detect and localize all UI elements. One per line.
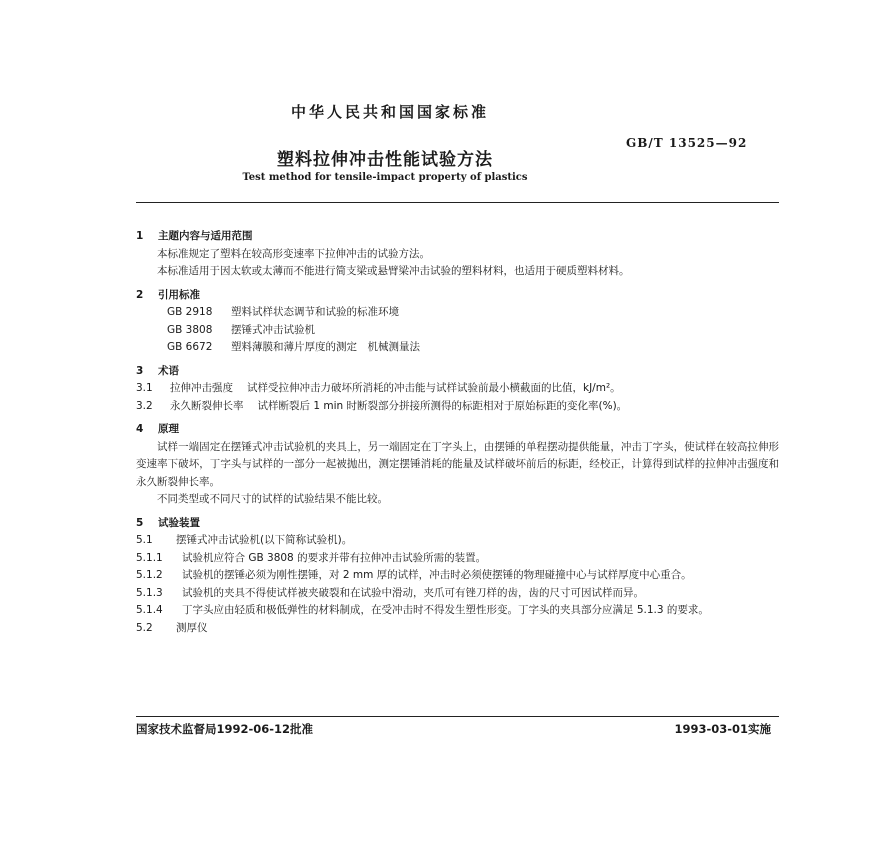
clause-item — [136, 567, 779, 585]
paragraph: 试样一端固定在摆锤式冲击试验机的夹具上，另一端固定在丁字头上，由摆锤的单程摆动提供能量，冲击丁字头，使试样在较高拉伸形变速率下破坏，丁字头与试样的一部分一起被抛出，测定摆锤消耗的能量及试样破坏前后的标距，经校正，计算得到试样的拉伸冲击强度和永久断裂伸长率。 — [136, 440, 779, 488]
footer-divider — [136, 716, 779, 717]
reference-name: 塑料薄膜和薄片厚度的测定 机械测量法 — [231, 341, 420, 353]
section-heading-1 — [136, 228, 779, 246]
reference-item — [136, 339, 779, 357]
section-title: 试验装置 — [158, 516, 200, 529]
paragraph: 不同类型或不同尺寸的试样的试验结果不能比较。 — [157, 493, 388, 505]
paragraph: 本标准规定了塑料在较高形变速率下拉伸冲击的试验方法。 — [157, 247, 430, 260]
reference-name: 塑料试样状态调节和试验的标准环境 — [231, 306, 399, 318]
clause-item — [136, 585, 779, 603]
document-body — [136, 228, 779, 637]
standard-number: GB/T 13525—92 — [626, 136, 748, 150]
header-divider — [136, 202, 779, 203]
clause-number: 5.2 — [136, 621, 153, 634]
term-name: 拉伸冲击强度 — [170, 382, 233, 394]
clause-number: 5.1.3 — [136, 586, 163, 599]
term-name: 永久断裂伸长率 — [170, 399, 244, 412]
clause-item — [136, 602, 779, 620]
section-heading-5 — [136, 515, 779, 533]
reference-item — [136, 304, 779, 322]
chinese-title: 塑料拉伸冲击性能试验方法 — [277, 150, 493, 170]
section-number: 1 — [136, 230, 144, 242]
reference-code: GB 6672 — [167, 341, 213, 353]
term-text: 试样断裂后 1 min 时断裂部分拼接所测得的标距相对于原始标距的变化率(%)。 — [257, 399, 628, 412]
section-title: 原理 — [158, 423, 179, 435]
clause-text: 试验机应符合 GB 3808 的要求并带有拉伸冲击试验所需的装置。 — [182, 551, 487, 564]
term-number: 3.1 — [136, 382, 153, 394]
clause-text: 试验机的夹具不得使试样被夹破裂和在试验中滑动，夹爪可有锉刀样的齿，齿的尺寸可因试样而异。 — [182, 586, 644, 599]
paragraph: 本标准适用于因太软或太薄而不能进行简支梁或悬臂梁冲击试验的塑料材料，也适用于硬质塑料材料。 — [157, 265, 630, 277]
reference-item — [136, 322, 779, 340]
section-heading-2 — [136, 287, 779, 305]
term-definition — [136, 380, 779, 398]
section-number: 5 — [136, 516, 144, 529]
section-number: 3 — [136, 364, 144, 377]
section-number: 2 — [136, 288, 144, 301]
clause-item — [136, 550, 779, 568]
implementation-date: 1993-03-01实施 — [674, 722, 771, 736]
clause-text: 测厚仪 — [176, 621, 208, 634]
section-title: 引用标准 — [158, 288, 200, 301]
clause-item — [136, 620, 779, 638]
document-category-title: 中华人民共和国国家标准 — [290, 103, 489, 121]
section-heading-4 — [136, 421, 779, 439]
clause-text: 丁字头应由轻质和极低弹性的材料制成，在受冲击时不得发生塑性形变。丁字头的夹具部分应满足 5.1.3 的要求。 — [182, 604, 709, 616]
clause-item — [136, 532, 779, 550]
english-title: Test method for tensile-impact property of plastics — [242, 172, 528, 183]
reference-code: GB 2918 — [167, 306, 213, 318]
section-title: 术语 — [158, 364, 179, 377]
section-number: 4 — [136, 423, 144, 435]
term-text: 试样受拉伸冲击力破坏所消耗的冲击能与试样试验前最小横截面的比值，kJ/m²。 — [247, 382, 621, 394]
clause-text: 摆锤式冲击试验机(以下简称试验机)。 — [176, 534, 353, 546]
section-heading-3 — [136, 363, 779, 381]
clause-number: 5.1.4 — [136, 604, 163, 616]
clause-text: 试验机的摆锤必须为刚性摆锤，对 2 mm 厚的试样，冲击时必须使摆锤的物理碰撞中心与试样厚度中心重合。 — [182, 569, 692, 581]
clause-number: 5.1.2 — [136, 569, 163, 581]
clause-number: 5.1.1 — [136, 551, 163, 564]
approval-date: 国家技术监督局1992-06-12批准 — [136, 722, 314, 736]
reference-code: GB 3808 — [167, 323, 213, 336]
reference-name: 摆锤式冲击试验机 — [231, 323, 315, 336]
section-title: 主题内容与适用范围 — [158, 230, 253, 242]
clause-number: 5.1 — [136, 534, 153, 546]
footer — [136, 721, 779, 737]
term-number: 3.2 — [136, 399, 153, 412]
term-definition — [136, 398, 779, 416]
